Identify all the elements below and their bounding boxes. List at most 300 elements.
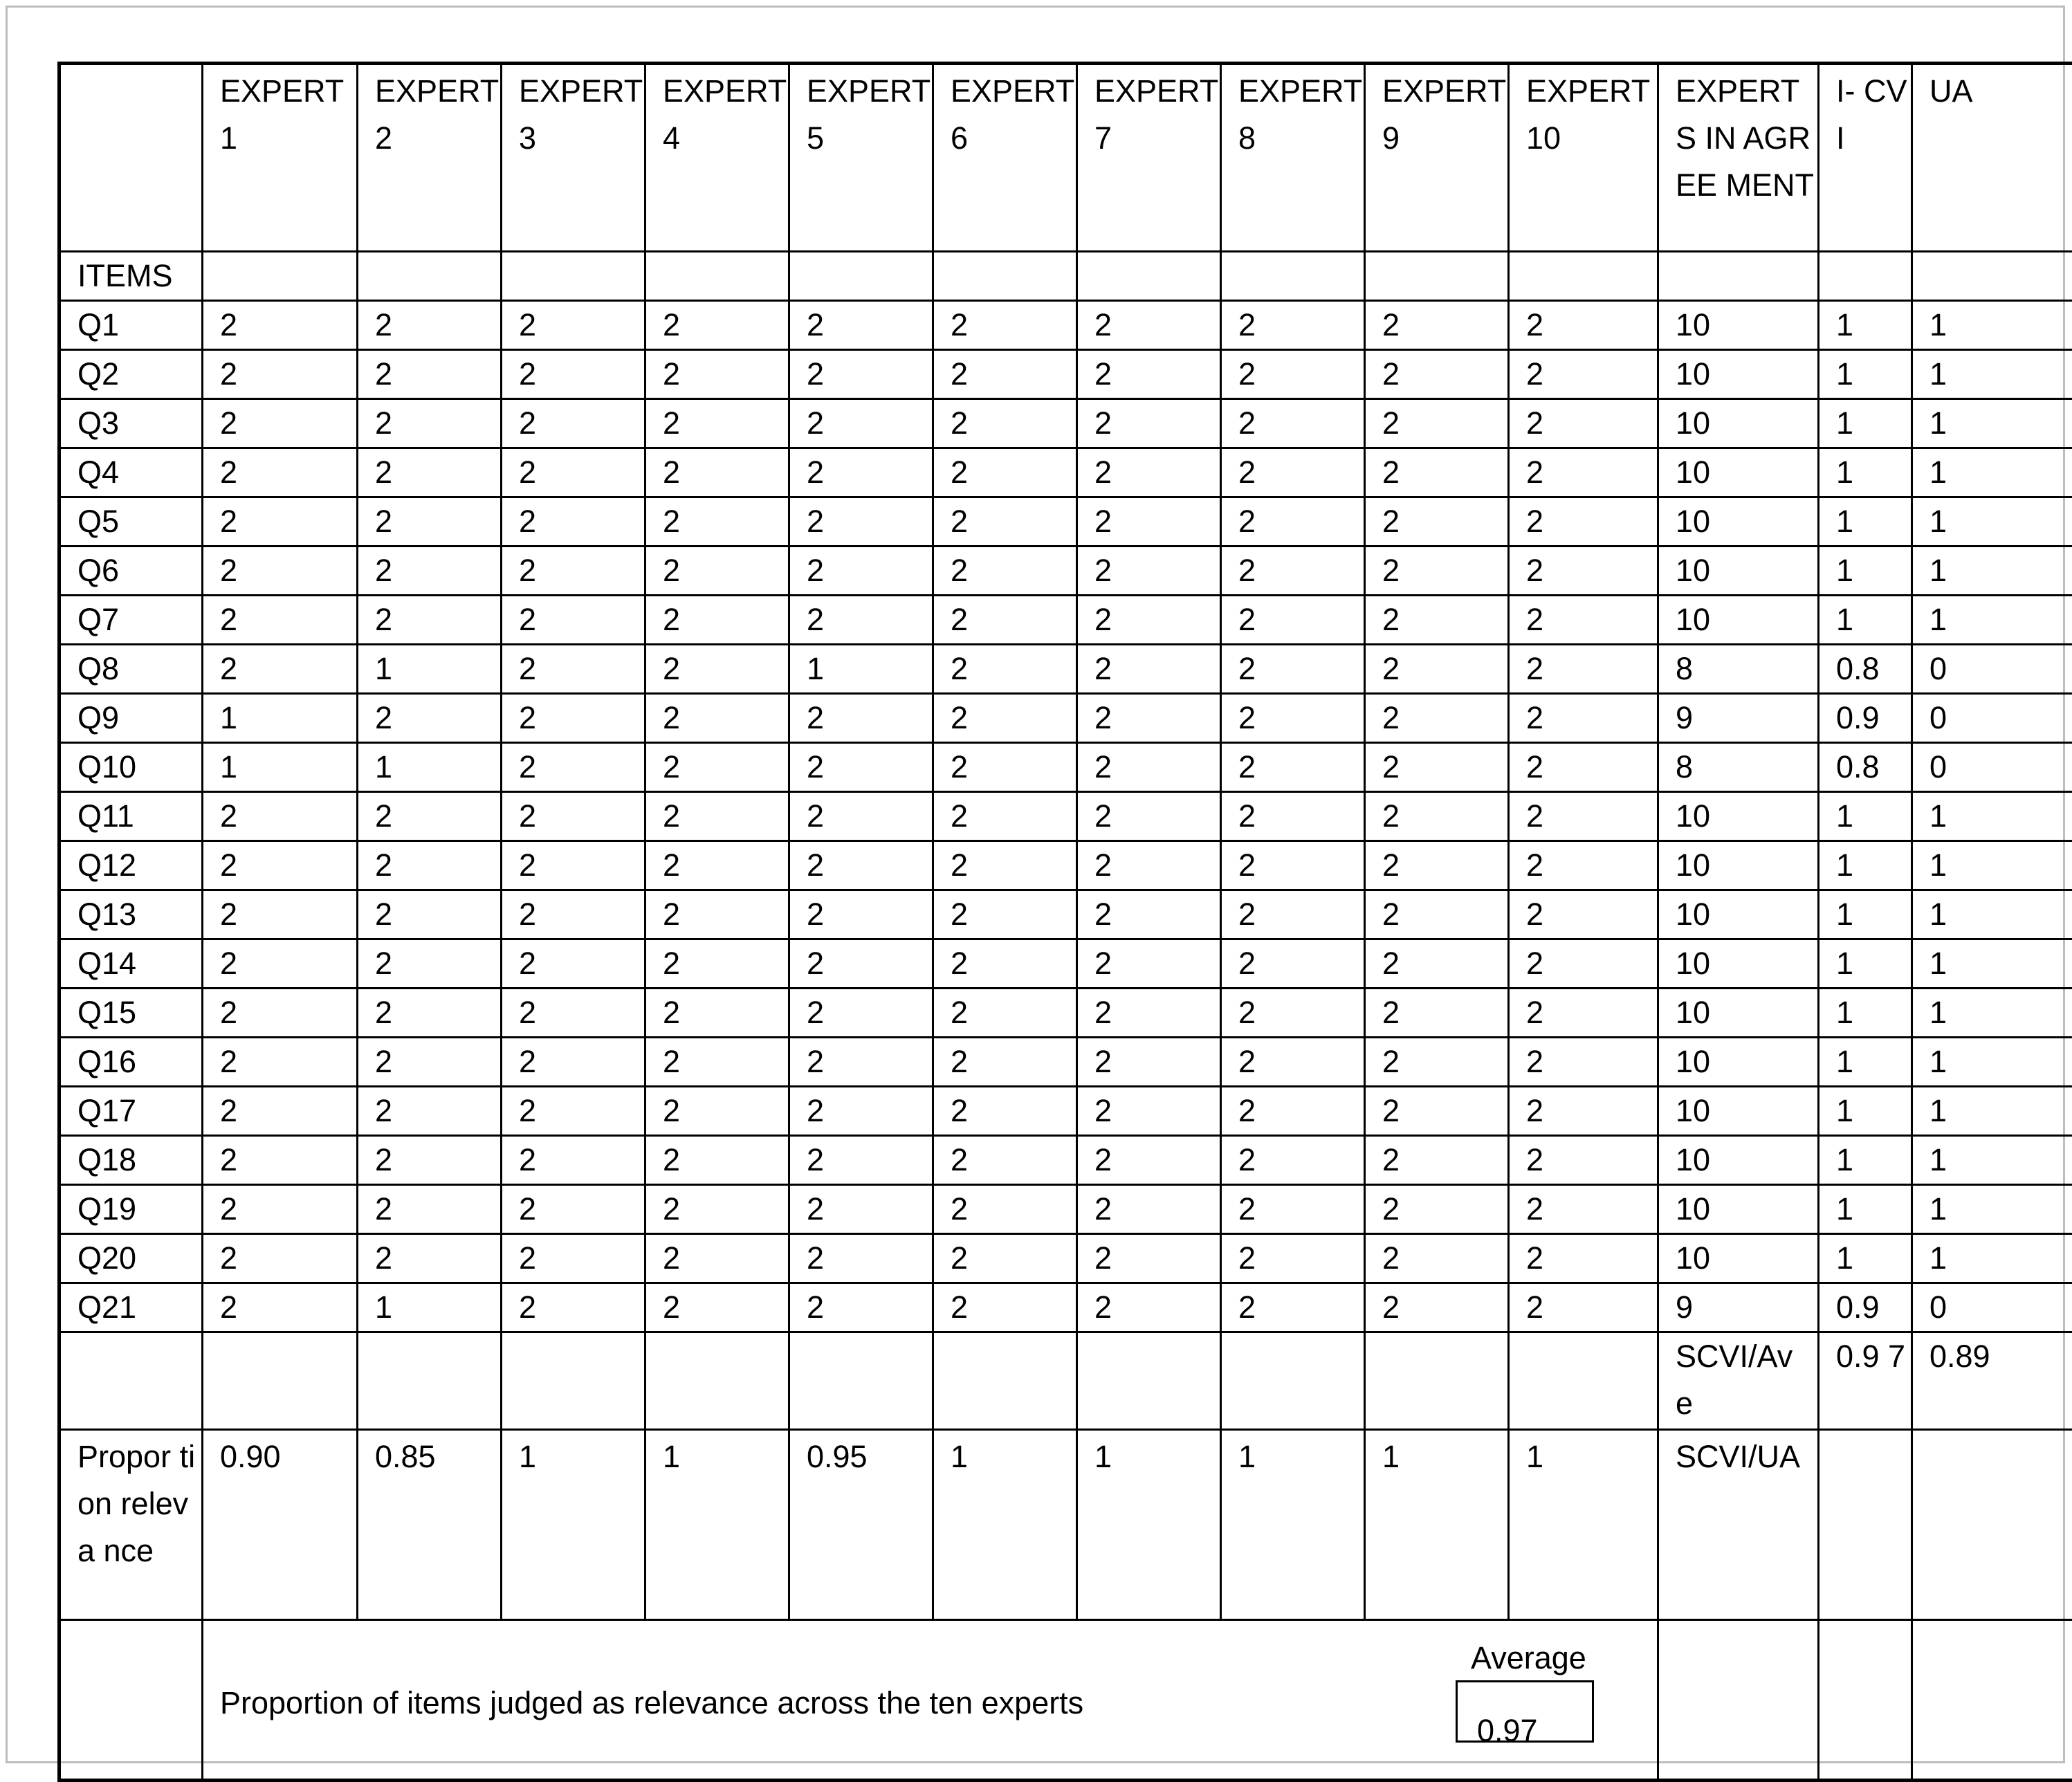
proportion-value: 1 [1509, 1430, 1658, 1620]
table-cell: 10 [1658, 1185, 1819, 1234]
table-cell: 2 [1509, 301, 1658, 350]
column-header: EXPERT 8 [1221, 64, 1365, 252]
table-cell: 2 [1221, 1136, 1365, 1185]
table-cell: 2 [358, 989, 502, 1038]
table-cell: 9 [1658, 694, 1819, 743]
empty-cell [645, 1332, 789, 1430]
table-cell: 1 [1819, 399, 1912, 448]
table-cell: 2 [789, 448, 933, 497]
empty-cell [358, 252, 502, 301]
table-row [59, 694, 2072, 743]
table-cell: 0 [1912, 645, 2072, 694]
empty-cell [1221, 252, 1365, 301]
table-row [59, 1136, 2072, 1185]
table-row [59, 399, 2072, 448]
table-cell: 0.8 [1819, 743, 1912, 792]
table-cell: 10 [1658, 890, 1819, 939]
table-cell: 8 [1658, 645, 1819, 694]
table-cell: 2 [645, 350, 789, 399]
item-label: Q21 [59, 1283, 203, 1332]
proportion-value: 1 [502, 1430, 645, 1620]
table-row [59, 841, 2072, 890]
proportion-value: 0.90 [203, 1430, 358, 1620]
table-cell: 2 [1221, 743, 1365, 792]
table-cell: 1 [1912, 596, 2072, 645]
column-header: EXPERTS IN AGREE MENT [1658, 64, 1819, 252]
table-cell: 2 [1077, 792, 1221, 841]
table-cell: 2 [1365, 399, 1509, 448]
table-cell: 2 [933, 1136, 1077, 1185]
table-cell: 1 [358, 1283, 502, 1332]
table-cell: 10 [1658, 989, 1819, 1038]
footer-cell [203, 1620, 1658, 1781]
table-cell: 2 [203, 890, 358, 939]
table-cell: 0.8 [1819, 645, 1912, 694]
table-cell: 2 [1077, 448, 1221, 497]
table-cell: 2 [1221, 939, 1365, 989]
empty-cell [1365, 1332, 1509, 1430]
table-cell: 2 [502, 1234, 645, 1283]
table-cell: 2 [502, 596, 645, 645]
table-cell: 2 [1365, 301, 1509, 350]
table-cell: 2 [645, 399, 789, 448]
column-header: EXPERT 1 [203, 64, 358, 252]
table-cell: 2 [789, 989, 933, 1038]
item-label: Q14 [59, 939, 203, 989]
table-cell: 2 [1221, 1234, 1365, 1283]
table-cell: 2 [502, 497, 645, 546]
table-cell: 1 [1912, 350, 2072, 399]
table-cell: 1 [1912, 1234, 2072, 1283]
table-cell: 2 [645, 989, 789, 1038]
item-label: Q4 [59, 448, 203, 497]
item-label: Q2 [59, 350, 203, 399]
table-cell: 2 [1077, 694, 1221, 743]
empty-cell [203, 1332, 358, 1430]
table-cell: 2 [1077, 939, 1221, 989]
table-cell: 2 [1509, 350, 1658, 399]
table-cell: 2 [789, 939, 933, 989]
item-label: Q5 [59, 497, 203, 546]
table-row [59, 1234, 2072, 1283]
table-cell: 2 [358, 546, 502, 596]
table-cell: 2 [1509, 448, 1658, 497]
table-cell: 2 [1509, 399, 1658, 448]
empty-cell [1819, 252, 1912, 301]
table-cell: 2 [933, 301, 1077, 350]
table-cell: 2 [1221, 1283, 1365, 1332]
table-cell: 1 [1819, 841, 1912, 890]
table-cell: 2 [1365, 1087, 1509, 1136]
table-cell: 2 [933, 546, 1077, 596]
table-cell: 2 [789, 1038, 933, 1087]
table-cell: 2 [358, 497, 502, 546]
table-cell: 2 [1077, 596, 1221, 645]
table-cell: 2 [933, 1185, 1077, 1234]
table-cell: 2 [358, 841, 502, 890]
column-header: EXPERT 2 [358, 64, 502, 252]
table-cell: 2 [645, 939, 789, 989]
table-cell: 2 [645, 1038, 789, 1087]
item-label: Q17 [59, 1087, 203, 1136]
table-cell: 2 [1365, 546, 1509, 596]
table-cell: 2 [1221, 792, 1365, 841]
table-cell: 2 [1077, 989, 1221, 1038]
table-cell: 2 [645, 546, 789, 596]
footer-caption: Proportion of items judged as relevance across the ten experts [220, 1680, 1083, 1727]
table-cell: 0.9 [1819, 694, 1912, 743]
table-cell: 1 [1912, 890, 2072, 939]
table-cell: 2 [502, 1283, 645, 1332]
table-cell: 10 [1658, 1234, 1819, 1283]
table-cell: 2 [1221, 645, 1365, 694]
table-cell: 2 [645, 1185, 789, 1234]
table-cell: 2 [1365, 989, 1509, 1038]
proportion-relevance-label: Propor tion releva nce [59, 1430, 203, 1620]
table-cell: 2 [358, 448, 502, 497]
empty-cell [1509, 252, 1658, 301]
table-cell: 2 [1077, 350, 1221, 399]
proportion-value: 1 [1077, 1430, 1221, 1620]
table-cell: 2 [1077, 301, 1221, 350]
table-cell: 10 [1658, 792, 1819, 841]
table-cell: 2 [502, 645, 645, 694]
table-cell: 2 [1365, 939, 1509, 989]
table-row [59, 989, 2072, 1038]
table-cell: 2 [789, 1087, 933, 1136]
table-cell: 10 [1658, 301, 1819, 350]
table-cell: 1 [1819, 890, 1912, 939]
table-cell: 2 [358, 1185, 502, 1234]
table-cell: 10 [1658, 1038, 1819, 1087]
item-label: Q10 [59, 743, 203, 792]
table-cell: 1 [203, 694, 358, 743]
table-cell: 1 [1912, 546, 2072, 596]
table-row [59, 497, 2072, 546]
table-cell: 8 [1658, 743, 1819, 792]
item-label: Q3 [59, 399, 203, 448]
table-cell: 1 [1912, 399, 2072, 448]
empty-cell [502, 1332, 645, 1430]
proportion-value: 1 [1221, 1430, 1365, 1620]
table-cell: 2 [1221, 1038, 1365, 1087]
table-cell: 1 [1912, 989, 2072, 1038]
table-row [59, 1185, 2072, 1234]
table-cell: 2 [933, 792, 1077, 841]
table-cell: 2 [1365, 448, 1509, 497]
table-cell: 2 [358, 350, 502, 399]
table-cell: 2 [645, 694, 789, 743]
table-cell: 10 [1658, 1087, 1819, 1136]
item-label: Q16 [59, 1038, 203, 1087]
table-cell: 2 [933, 1087, 1077, 1136]
empty-cell [1658, 1620, 1819, 1781]
empty-cell [1912, 1620, 2072, 1781]
table-row [59, 350, 2072, 399]
table-cell: 2 [502, 989, 645, 1038]
table-row [59, 743, 2072, 792]
table-cell: 2 [645, 1283, 789, 1332]
table-cell: 2 [645, 596, 789, 645]
empty-cell [59, 1332, 203, 1430]
table-cell: 2 [203, 989, 358, 1038]
table-row [59, 301, 2072, 350]
table-cell: 2 [502, 743, 645, 792]
average-value-box [1456, 1680, 1594, 1743]
table-cell: 2 [645, 448, 789, 497]
table-cell: 2 [789, 792, 933, 841]
scvi-ua-label: SCVI/UA [1658, 1430, 1819, 1620]
table-cell: 2 [203, 645, 358, 694]
table-row [59, 596, 2072, 645]
table-cell: 2 [1509, 694, 1658, 743]
table-cell: 1 [1819, 1234, 1912, 1283]
empty-cell [933, 1332, 1077, 1430]
table-cell: 1 [1819, 1087, 1912, 1136]
table-cell: 0 [1912, 1283, 2072, 1332]
scvi-ave-ua-value: 0.89 [1912, 1332, 2072, 1430]
table-cell: 2 [1365, 792, 1509, 841]
item-label: Q15 [59, 989, 203, 1038]
empty-cell [1819, 1430, 1912, 1620]
table-cell: 10 [1658, 1136, 1819, 1185]
empty-cell [1221, 1332, 1365, 1430]
item-label: Q11 [59, 792, 203, 841]
table-cell: 2 [502, 890, 645, 939]
empty-cell [1912, 252, 2072, 301]
table-cell: 2 [358, 301, 502, 350]
table-cell: 2 [1365, 1234, 1509, 1283]
table-cell: 1 [789, 645, 933, 694]
column-header: EXPERT 9 [1365, 64, 1509, 252]
table-cell: 1 [1819, 1136, 1912, 1185]
table-cell: 2 [1509, 596, 1658, 645]
table-cell: 2 [502, 448, 645, 497]
table-cell: 2 [1509, 1038, 1658, 1087]
scvi-ave-icvi-value: 0.9 7 [1819, 1332, 1912, 1430]
table-cell: 2 [933, 596, 1077, 645]
table-cell: 2 [1221, 1185, 1365, 1234]
proportion-value: 0.85 [358, 1430, 502, 1620]
document-frame [6, 6, 2065, 1763]
table-cell: 2 [1077, 1087, 1221, 1136]
empty-cell [502, 252, 645, 301]
table-cell: 2 [1221, 350, 1365, 399]
items-label: ITEMS [59, 252, 203, 301]
table-cell: 2 [358, 1087, 502, 1136]
table-cell: 2 [645, 890, 789, 939]
header-row [59, 64, 2072, 252]
empty-cell [789, 252, 933, 301]
table-cell: 2 [203, 1038, 358, 1087]
table-cell: 1 [1912, 841, 2072, 890]
table-cell: 2 [1365, 1185, 1509, 1234]
footer-row [59, 1620, 2072, 1781]
table-cell: 1 [1819, 989, 1912, 1038]
table-cell: 10 [1658, 399, 1819, 448]
table-cell: 2 [358, 1136, 502, 1185]
table-cell: 2 [645, 1136, 789, 1185]
table-cell: 2 [1509, 1136, 1658, 1185]
table-cell: 2 [1077, 841, 1221, 890]
table-cell: 2 [789, 694, 933, 743]
table-cell: 2 [1365, 1283, 1509, 1332]
table-cell: 2 [789, 497, 933, 546]
table-cell: 2 [933, 939, 1077, 989]
table-cell: 2 [645, 792, 789, 841]
table-cell: 2 [1077, 1283, 1221, 1332]
table-row [59, 546, 2072, 596]
table-cell: 2 [789, 841, 933, 890]
table-cell: 2 [933, 1283, 1077, 1332]
table-cell: 1 [1912, 1185, 2072, 1234]
item-label: Q8 [59, 645, 203, 694]
table-cell: 1 [1819, 1038, 1912, 1087]
table-cell: 2 [1221, 546, 1365, 596]
table-cell: 2 [1509, 792, 1658, 841]
table-cell: 2 [502, 350, 645, 399]
table-row [59, 1038, 2072, 1087]
table-cell: 2 [645, 743, 789, 792]
table-cell: 2 [502, 1087, 645, 1136]
table-cell: 2 [358, 694, 502, 743]
table-cell: 2 [1365, 596, 1509, 645]
table-cell: 2 [933, 1038, 1077, 1087]
item-label: Q9 [59, 694, 203, 743]
table-cell: 2 [1365, 694, 1509, 743]
table-cell: 2 [1509, 939, 1658, 989]
table-cell: 2 [1509, 743, 1658, 792]
table-cell: 2 [1221, 596, 1365, 645]
table-cell: 2 [789, 1136, 933, 1185]
table-cell: 10 [1658, 596, 1819, 645]
table-cell: 2 [789, 1234, 933, 1283]
empty-cell [933, 252, 1077, 301]
table-cell: 2 [933, 989, 1077, 1038]
table-cell: 2 [1077, 1185, 1221, 1234]
table-cell: 10 [1658, 448, 1819, 497]
table-cell: 2 [1077, 743, 1221, 792]
table-row [59, 645, 2072, 694]
table-cell: 2 [1221, 694, 1365, 743]
table-cell: 2 [203, 448, 358, 497]
table-cell: 2 [203, 596, 358, 645]
table-cell: 2 [358, 399, 502, 448]
table-cell: 2 [1365, 645, 1509, 694]
empty-cell [203, 252, 358, 301]
column-header: EXPERT 3 [502, 64, 645, 252]
table-cell: 2 [1221, 399, 1365, 448]
column-header: I- CVI [1819, 64, 1912, 252]
table-cell: 2 [502, 301, 645, 350]
empty-cell [1658, 252, 1819, 301]
table-cell: 2 [789, 890, 933, 939]
table-row [59, 1087, 2072, 1136]
table-cell: 2 [203, 301, 358, 350]
table-cell: 10 [1658, 350, 1819, 399]
table-cell: 2 [1221, 841, 1365, 890]
proportion-value: 0.95 [789, 1430, 933, 1620]
table-cell: 2 [203, 399, 358, 448]
column-header: EXPERT 6 [933, 64, 1077, 252]
empty-cell [1365, 252, 1509, 301]
table-cell: 2 [933, 645, 1077, 694]
table-cell: 2 [645, 1234, 789, 1283]
table-cell: 1 [358, 645, 502, 694]
table-cell: 2 [1509, 645, 1658, 694]
table-cell: 2 [645, 841, 789, 890]
header-corner-cell [59, 64, 203, 252]
table-cell: 2 [789, 399, 933, 448]
table-cell: 1 [1912, 1038, 2072, 1087]
item-label: Q20 [59, 1234, 203, 1283]
table-cell: 2 [789, 1185, 933, 1234]
table-cell: 2 [502, 841, 645, 890]
table-cell: 1 [1912, 1087, 2072, 1136]
table-cell: 2 [358, 890, 502, 939]
column-header: EXPERT 4 [645, 64, 789, 252]
table-cell: 2 [933, 743, 1077, 792]
table-cell: 1 [1819, 792, 1912, 841]
table-cell: 1 [1819, 497, 1912, 546]
table-cell: 10 [1658, 546, 1819, 596]
table-cell: 2 [1077, 1234, 1221, 1283]
table-cell: 2 [1365, 350, 1509, 399]
column-header: EXPERT 5 [789, 64, 933, 252]
table-cell: 2 [203, 841, 358, 890]
table-row [59, 1283, 2072, 1332]
table-cell: 2 [1365, 497, 1509, 546]
empty-cell [1077, 1332, 1221, 1430]
table-cell: 2 [203, 1283, 358, 1332]
table-cell: 2 [1365, 743, 1509, 792]
table-cell: 2 [502, 694, 645, 743]
column-header: EXPERT 10 [1509, 64, 1658, 252]
table-cell: 2 [502, 939, 645, 989]
table-cell: 2 [203, 1234, 358, 1283]
table-cell: 2 [203, 350, 358, 399]
empty-cell [1819, 1620, 1912, 1781]
table-cell: 2 [358, 792, 502, 841]
item-label: Q7 [59, 596, 203, 645]
scvi-ave-label: SCVI/Av e [1658, 1332, 1819, 1430]
table-cell: 0.9 [1819, 1283, 1912, 1332]
table-cell: 2 [1077, 497, 1221, 546]
table-cell: 1 [203, 743, 358, 792]
table-cell: 2 [1365, 1038, 1509, 1087]
table-cell: 2 [203, 497, 358, 546]
table-cell: 2 [1221, 497, 1365, 546]
table-cell: 2 [1509, 989, 1658, 1038]
table-cell: 2 [789, 743, 933, 792]
table-cell: 2 [1077, 645, 1221, 694]
empty-cell [358, 1332, 502, 1430]
item-label: Q18 [59, 1136, 203, 1185]
table-cell: 9 [1658, 1283, 1819, 1332]
table-cell: 10 [1658, 497, 1819, 546]
table-cell: 2 [1077, 399, 1221, 448]
table-cell: 2 [1077, 1136, 1221, 1185]
empty-cell [1912, 1430, 2072, 1620]
table-cell: 2 [502, 1185, 645, 1234]
proportion-value: 1 [645, 1430, 789, 1620]
table-cell: 2 [1509, 841, 1658, 890]
table-cell: 1 [1912, 497, 2072, 546]
table-cell: 1 [1912, 448, 2072, 497]
table-cell: 0 [1912, 694, 2072, 743]
table-cell: 1 [1819, 448, 1912, 497]
table-cell: 2 [645, 497, 789, 546]
